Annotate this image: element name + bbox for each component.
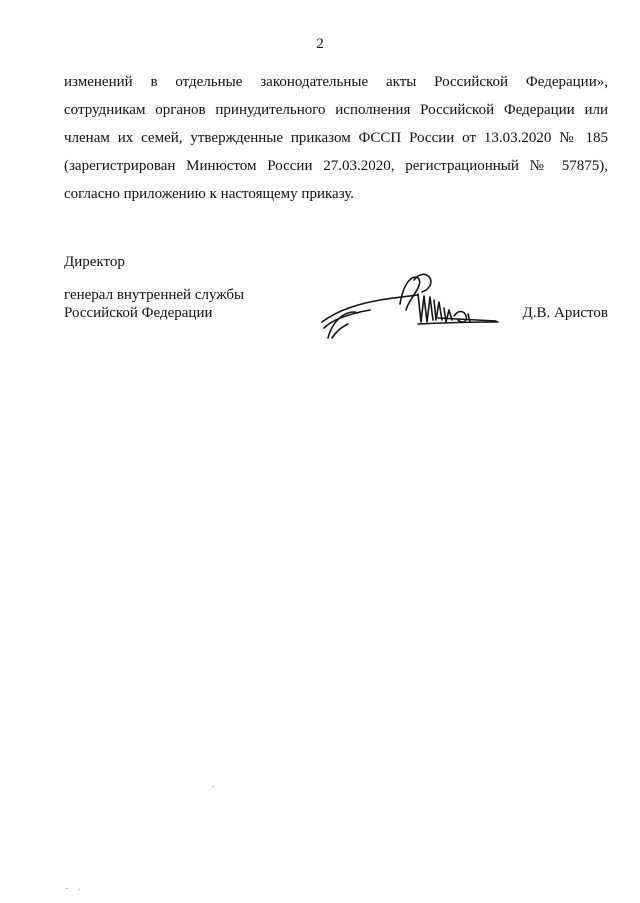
signer-rank-line: Российской Федерации: [64, 305, 213, 321]
scan-speck: [78, 889, 80, 890]
scan-speck: [212, 786, 214, 787]
signer-rank-line: генерал внутренней службы: [64, 287, 245, 303]
paragraph-line: согласно приложению к настоящему приказу.: [64, 186, 355, 202]
signer-rank: [64, 286, 244, 322]
paragraph-line: членам их семей, утвержденные приказом ФССП России от 13.03.2020 № 185: [64, 130, 608, 146]
signer-position: Директор: [64, 254, 125, 270]
paragraph-line: изменений в отдельные законодательные акты Российской Федерации»,: [64, 74, 608, 90]
paragraph-line: сотрудникам органов принудительного исполнения Российской Федерации или: [64, 102, 608, 118]
body-paragraph: [64, 68, 608, 208]
page-number: 2: [316, 36, 324, 52]
paragraph-line: (зарегистрирован Минюстом России 27.03.2020, регистрационный № 57875),: [64, 158, 608, 174]
signer-name: Д.В. Аристов: [522, 305, 608, 321]
scan-speck: [66, 888, 68, 889]
handwritten-signature: [318, 270, 503, 342]
